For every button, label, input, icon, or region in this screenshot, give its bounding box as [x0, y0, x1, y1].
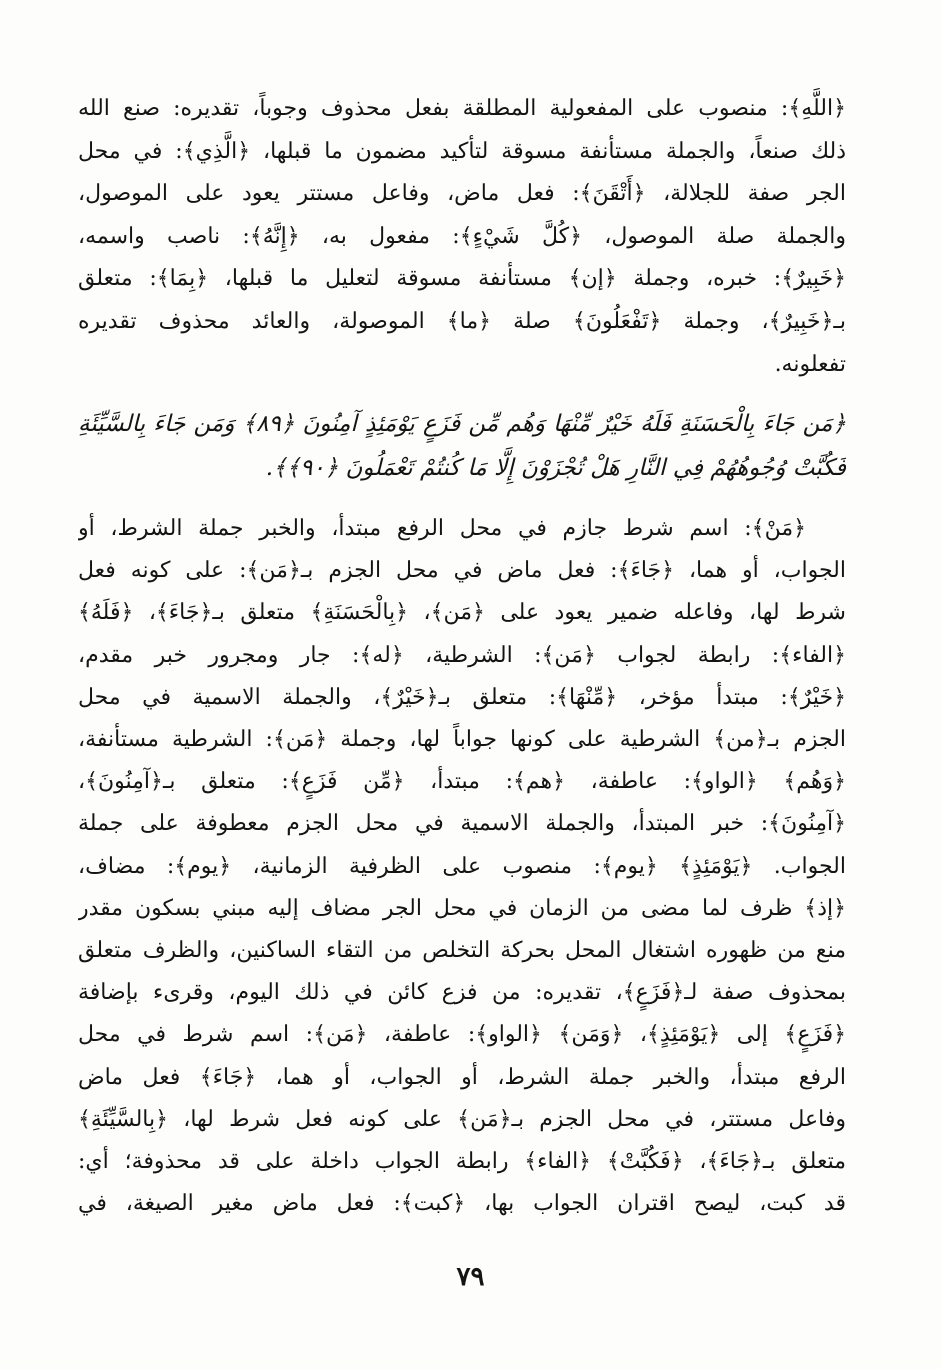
text-line: والجملة صلة الموصول، ﴿كُلَّ شَيْءٍ﴾: مفعول به، ﴿إِنَّهُ﴾: ناصب واسمه،	[78, 223, 846, 249]
text-line: متعلق بـ﴿جَاءَ﴾، ﴿فَكُبَّتْ﴾ ﴿الفاء﴾ رابطة الجواب داخلة على قد محذوفة؛ أي:	[78, 1149, 846, 1175]
text-line: ﴿فَزَعٍ﴾ إلى ﴿يَوْمَئِذٍ﴾، ﴿وَمَن﴾ ﴿الواو﴾: عاطفة، ﴿مَن﴾: اسم شرط في محل	[78, 1022, 846, 1048]
text-line: الجر صفة للجلالة، ﴿أَتْقَنَ﴾: فعل ماض، وفاعل مستتر يعود على الموصول،	[78, 181, 846, 207]
text-line: ﴿وَهُم﴾ ﴿الواو﴾: عاطفة، ﴿هم﴾: مبتدأ، ﴿مِّن فَزَعٍ﴾: متعلق بـ﴿آمِنُونَ﴾،	[78, 769, 846, 795]
text-line: قد كبت، ليصح اقتران الجواب بها، ﴿كبت﴾: فعل ماض مغير الصيغة، في	[78, 1191, 846, 1217]
text-line: ﴿آمِنُونَ﴾: خبر المبتدأ، والجملة الاسمية في محل الجزم معطوفة على جملة	[78, 811, 846, 837]
text-line: الجواب. ﴿يَوْمَئِذٍ﴾ ﴿يوم﴾: منصوب على الظرفية الزمانية، ﴿يوم﴾: مضاف،	[78, 853, 846, 879]
quran-verse-block	[78, 402, 846, 490]
text-line: الجواب، أو هما، ﴿جَاءَ﴾: فعل ماض في محل الجزم بـ﴿مَن﴾: على كونه فعل	[78, 558, 846, 584]
text-line: ﴿خَبِيرٌ﴾: خبره، وجملة ﴿إن﴾ مستأنفة مسوقة لتعليل ما قبلها، ﴿بِمَا﴾: متعلق	[78, 266, 846, 292]
text-line: شرط لها، وفاعله ضمير يعود على ﴿مَن﴾، ﴿بِالْحَسَنَةِ﴾ متعلق بـ﴿جَاءَ﴾، ﴿فَلَهُ﴾	[78, 600, 846, 626]
text-line: تفعلونه.	[774, 351, 846, 377]
text-line: بمحذوف صفة لـ﴿فَزَعٍ﴾، تقديره: من فزع كائن في ذلك اليوم، وقرىء بإضافة	[78, 980, 846, 1006]
paragraph-2	[78, 508, 846, 1225]
text-line: ﴿مَنْ﴾: اسم شرط جازم في محل الرفع مبتدأ، والخبر جملة الشرط، أو	[78, 516, 806, 541]
text-line: ﴿اللَّهِ﴾: منصوب على المفعولية المطلقة بفعل محذوف وجوباً، تقديره: صنع الله	[78, 96, 846, 121]
text-line: ذلك صنعاً، والجملة مستأنفة مسوقة لتأكيد مضمون ما قبلها، ﴿الَّذِي﴾: في محل	[78, 138, 846, 164]
text-line: ﴿إذ﴾ ظرف لما مضى من الزمان في محل الجر مضاف إليه مبني بسكون مقدر	[78, 895, 846, 921]
page-number: ٧٩	[456, 1262, 485, 1292]
text-line: بـ﴿خَبِيرٌ﴾، وجملة ﴿تَفْعَلُونَ﴾ صلة ﴿ما﴾ الموصولة، والعائد محذوف تقديره	[78, 308, 846, 334]
text-line: وفاعل مستتر، في محل الجزم بـ﴿مَن﴾ على كونه فعل شرط لها، ﴿بِالسَّيِّئَةِ﴾	[78, 1106, 846, 1132]
text-line: ﴿خَيْرٌ﴾: مبتدأ مؤخر، ﴿مِّنْهَا﴾: متعلق بـ﴿خَيْرٌ﴾، والجملة الاسمية في محل	[78, 684, 846, 710]
text-line: ﴿الفاء﴾: رابطة لجواب ﴿مَن﴾: الشرطية، ﴿له﴾: جار ومجرور خبر مقدم،	[78, 642, 846, 668]
verse-line: ﴿مَن جَاءَ بِالْحَسَنَةِ فَلَهُ خَيْرٌ مِّنْهَا وَهُم مِّن فَزَعٍ يَوْمَئِذٍ آمِنُونَ ﴿٨٩﴾ وَمَن جَاءَ بِالسَّيِّئَةِ	[78, 411, 846, 437]
text-line: منع من ظهوره اشتغال المحل بحركة التخلص من التقاء الساكنين، والظرف متعلق	[78, 938, 846, 964]
text-line: الرفع مبتدأ، والخبر جملة الشرط، أو الجواب، أو هما، ﴿جَاءَ﴾ فعل ماض	[78, 1064, 846, 1090]
paragraph-1	[78, 88, 846, 386]
text-line: الجزم بـ﴿من﴾ الشرطية على كونها جواباً لها، وجملة ﴿مَن﴾: الشرطية مستأنفة،	[78, 727, 846, 753]
verse-line: فَكُبَّتْ وُجُوهُهُمْ فِي النَّارِ هَلْ تُجْزَوْنَ إِلَّا مَا كُنتُمْ تَعْمَلُونَ ﴿٩٠﴾﴾.	[265, 455, 846, 481]
